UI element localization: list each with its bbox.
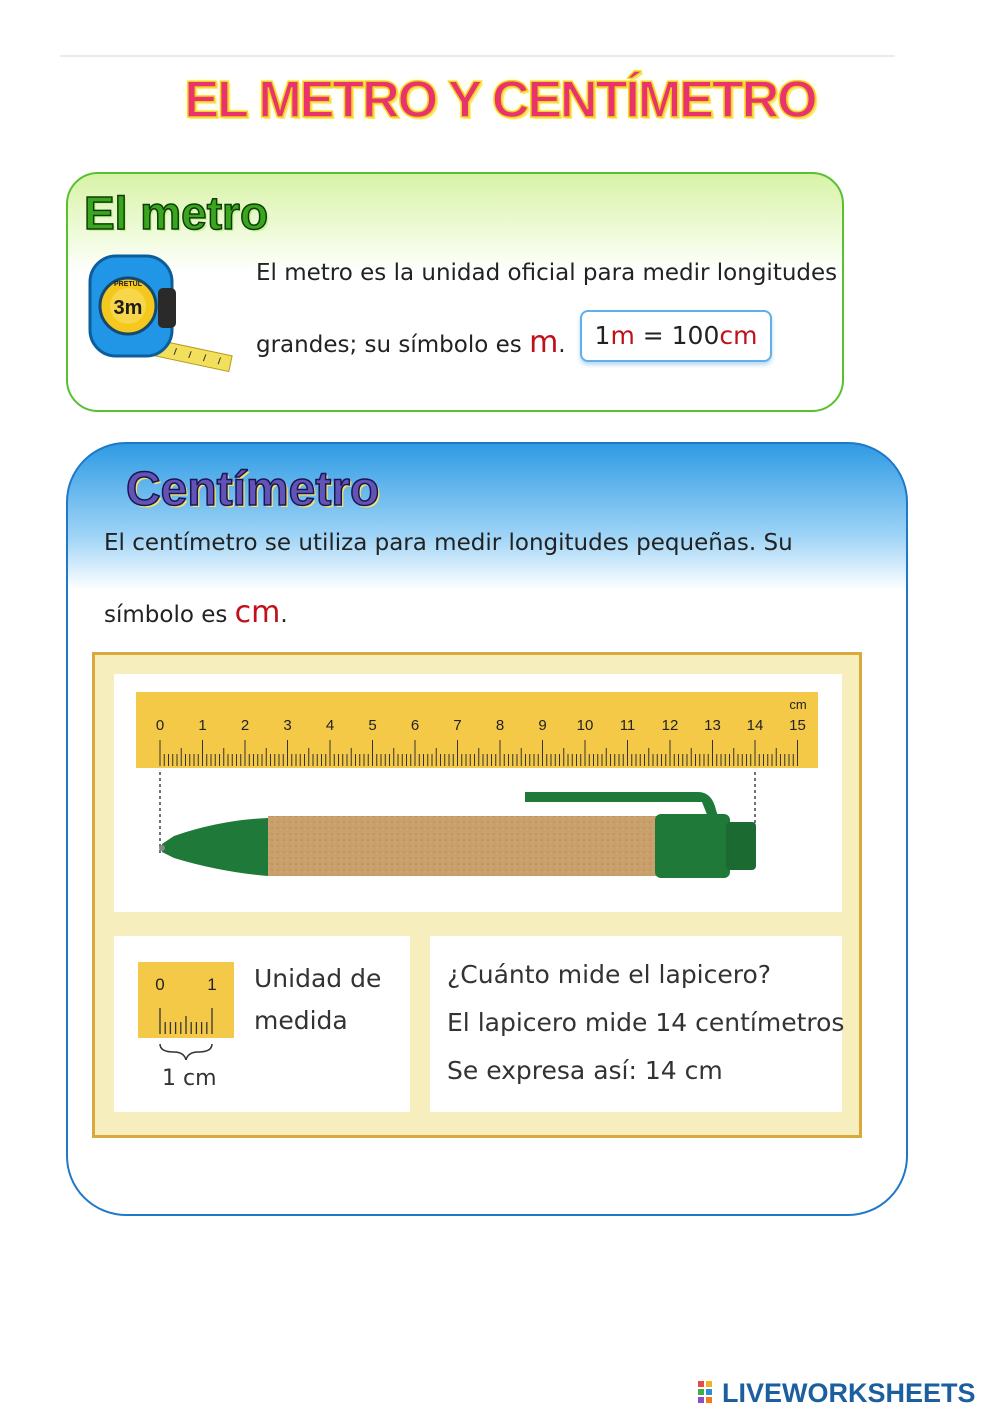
ruler-tick-label: 14 (746, 717, 764, 734)
unit-label-line2: medida (254, 1006, 348, 1035)
ruler-tick-label: 15 (789, 717, 806, 734)
mini-ruler-graphic (138, 960, 234, 1060)
metro-line2-prefix: grandes; su símbolo es (256, 332, 530, 358)
answer-text: El lapicero mide 14 centímetros (447, 1008, 845, 1037)
metro-line2-suffix: . (558, 332, 566, 358)
metro-symbol: m (529, 325, 559, 360)
cm-line2-suffix: . (280, 602, 288, 628)
ruler-tick-label: 4 (325, 717, 335, 734)
ruler-tick-label: 8 (495, 717, 505, 734)
footer-brand[interactable]: LIVEWORKSHEETS (722, 1378, 976, 1408)
ruler-unit-label: cm (789, 697, 807, 712)
ruler-tick-label: 2 (240, 717, 250, 734)
mini-tick-1: 1 (207, 975, 217, 994)
ruler-tick-label: 13 (704, 717, 721, 734)
tape-brand-text: PRETUL (114, 281, 142, 288)
tape-measure-icon (88, 250, 238, 380)
metro-definition-line1: El metro es la unidad oficial para medir longitudes (256, 260, 838, 286)
tape-label-text: 3m (113, 297, 143, 319)
ruler-graphic (136, 692, 818, 768)
ruler-tick-label: 12 (661, 717, 679, 734)
pen-graphic (150, 772, 770, 882)
ruler-tick-label: 1 (198, 717, 207, 734)
page-title: EL METRO Y CENTÍMETRO (184, 71, 816, 129)
centimetro-definition-line2 (104, 595, 288, 630)
ruler-tick-label: 9 (538, 717, 547, 734)
centimetro-definition-line1: El centímetro se utiliza para medir longitudes pequeñas. Su (104, 530, 793, 556)
expression-text: Se expresa así: 14 cm (447, 1056, 723, 1085)
ruler-tick-label: 3 (283, 717, 292, 734)
ruler-tick-label: 5 (368, 717, 377, 734)
equiv-eq: = (634, 321, 672, 350)
equiv-a: 1 (594, 321, 611, 350)
cm-line2-prefix: símbolo es (104, 602, 235, 628)
ruler-tick-label: 10 (576, 717, 594, 734)
mini-tick-0: 0 (155, 975, 165, 994)
ruler-tick-label: 7 (453, 717, 462, 734)
cm-symbol: cm (234, 595, 281, 630)
equiv-b-unit: cm (719, 321, 758, 350)
question-text: ¿Cuánto mide el lapicero? (447, 960, 772, 989)
meter-equivalence-box (580, 310, 772, 362)
unit-label-line1: Unidad de (254, 964, 382, 993)
one-cm-caption: 1 cm (162, 1066, 217, 1091)
ruler-tick-label: 11 (619, 717, 636, 734)
centimetro-heading: Centímetro (126, 463, 380, 516)
ruler-tick-label: 0 (155, 717, 165, 734)
ruler-tick-label: 6 (410, 717, 420, 734)
equiv-a-unit: m (610, 321, 635, 350)
liveworksheets-logo-icon (698, 1381, 720, 1405)
metro-definition-line2 (256, 325, 566, 360)
top-divider (60, 55, 895, 57)
metro-heading: El metro (84, 187, 269, 239)
equiv-b: 100 (671, 321, 720, 350)
